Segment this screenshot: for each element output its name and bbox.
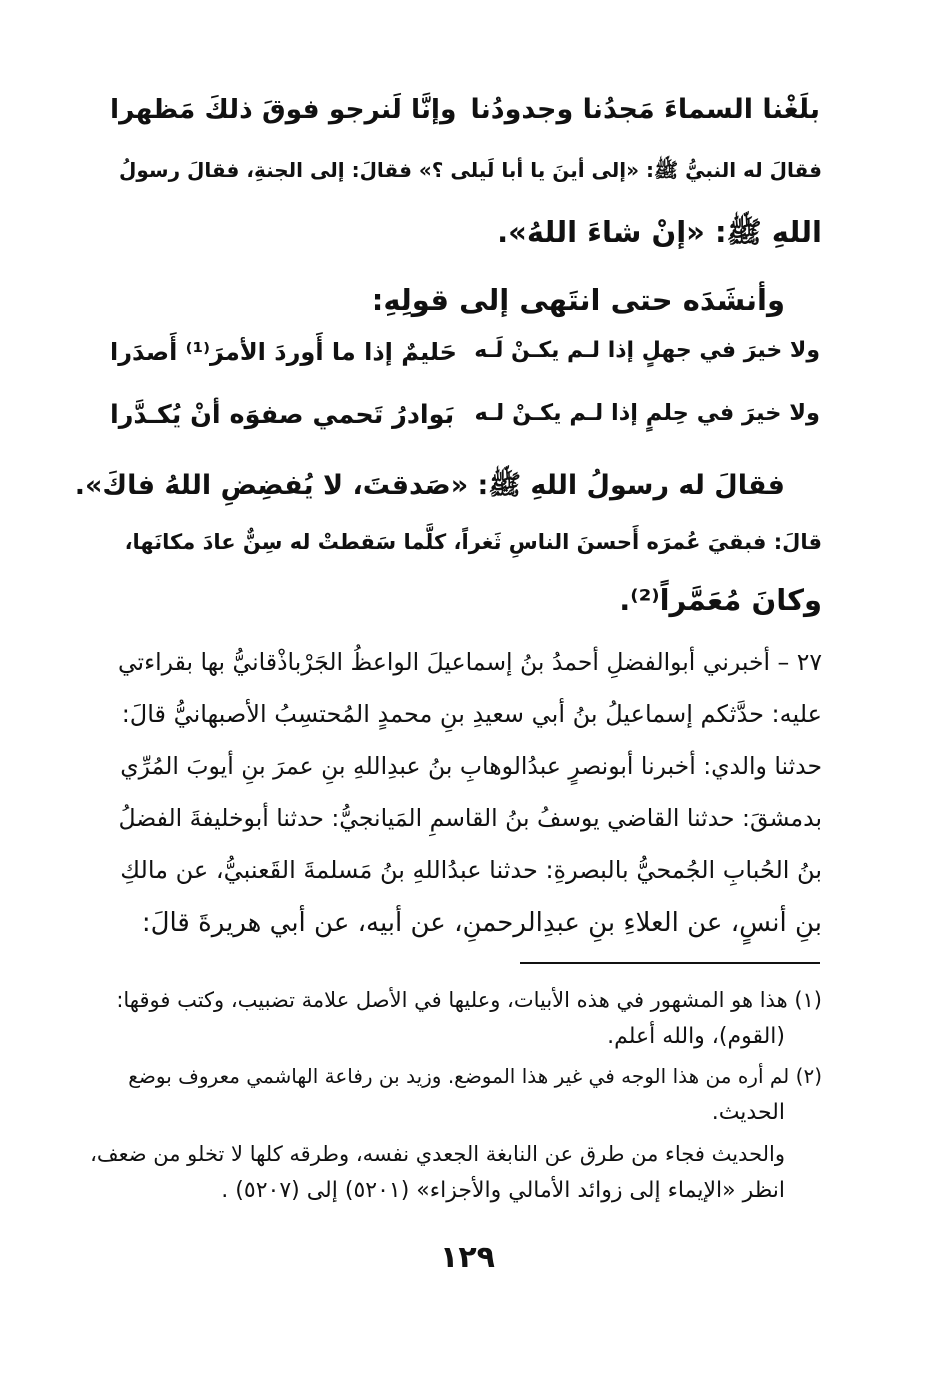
footnote-1-cont: (القوم)، والله أعلم. [607, 1024, 785, 1049]
paragraph-line: وكانَ مُعَمَّراً⁽²⁾. [619, 583, 822, 617]
paragraph-line: اللهِ ﷺ: «إنْ شاءَ اللهُ». [497, 215, 822, 249]
hadith-line: عليه: حدَّثكم إسماعيلُ بنُ أبي سعيدِ بنِ محمدٍ المُحتسِبُ الأصبهانيُّ قالَ: [121, 700, 822, 728]
hadith-line: بدمشقَ: حدثنا القاضي يوسفُ بنُ القاسمِ المَيانجيُّ: حدثنا أبوخليفةَ الفضلُ [118, 804, 822, 832]
verse-hemistich-first: ولا خيرَ في حِلمٍ إذا لـم يكـنْ لـه [474, 400, 820, 426]
paragraph-line: قالَ: فبقيَ عُمرَه أَحسنَ الناسِ ثَغراً، كلَّما سَقطتْ له سِنٌّ عادَ مكانَها، [124, 530, 822, 554]
hadith-line: بنُ الحُبابِ الجُمحيُّ بالبصرةِ: حدثنا عبدُاللهِ بنُ مَسلمةَ القَعنبيُّ، عن مالكِ [120, 856, 822, 884]
footnote-3: والحديث فجاء من طرق عن النابغة الجعدي نفسه، وطرقه كلها لا تخلو من ضعف، [90, 1142, 785, 1166]
footnote-1: (١) هذا هو المشهور في هذه الأبيات، وعليها في الأصل علامة تضبيب، وكتب فوقها: [116, 988, 822, 1012]
footnote-3-cont: انظر «الإيماء إلى زوائد الأمالي والأجزاء» (٥٢٠١) إلى (٥٢٠٧) . [221, 1178, 785, 1203]
verse-hemistich-first: ولا خيرَ في جهلٍ إذا لـم يكـنْ لَـه [474, 338, 820, 363]
paragraph-line: فقالَ له رسولُ اللهِ ﷺ: «صَدقتَ، لا يُفضِضِ اللهُ فاكَ». [74, 470, 785, 501]
verse-hemistich-first: بلَغْنا السماءَ مَجدُنا وجدودُنا [470, 94, 820, 125]
verse-line [110, 400, 820, 448]
page-number: ١٢٩ [440, 1240, 495, 1275]
verse-line [110, 338, 820, 386]
verse-hemistich-second: بَوادرُ تَحمي صفوَه أنْ يُكـدَّرا [110, 400, 455, 430]
hadith-line: بنِ أنسٍ، عن العلاءِ بنِ عبدِالرحمنِ، عن أبيه، عن أبي هريرةَ قالَ: [141, 908, 822, 938]
paragraph-line: وأنشَدَه حتى انتَهى إلى قولِهِ: [371, 283, 785, 317]
verse-hemistich-second: حَليمٌ إذا ما أَوردَ الأمرَ⁽¹⁾ أَصدَرا [110, 338, 457, 366]
verse-line [110, 94, 820, 142]
hadith-line: ٢٧ – أخبرني أبوالفضلِ أحمدُ بنُ إسماعيلَ الواعظُ الجَرْباذْقانيُّ بها بقراءتي [117, 648, 822, 676]
verse-hemistich-second: وإنَّا لَنرجو فوقَ ذلكَ مَظهرا [110, 94, 457, 125]
footnote-2: (٢) لم أره من هذا الوجه في غير هذا الموضع. وزيد بن رفاعة الهاشمي معروف بوضع [128, 1064, 822, 1088]
hadith-line: حدثنا والدي: أخبرنا أبونصرٍ عبدُالوهابِ بنُ عبدِاللهِ بنِ عمرَ بنِ أيوبَ المُرِّي [120, 752, 822, 780]
footnote-2-cont: الحديث. [711, 1100, 785, 1125]
footnote-divider [520, 962, 820, 964]
paragraph-line: فقالَ له النبيُّ ﷺ: «إلى أينَ يا أبا لَيلى ؟» فقالَ: إلى الجنةِ، فقالَ رسولُ [119, 158, 822, 182]
